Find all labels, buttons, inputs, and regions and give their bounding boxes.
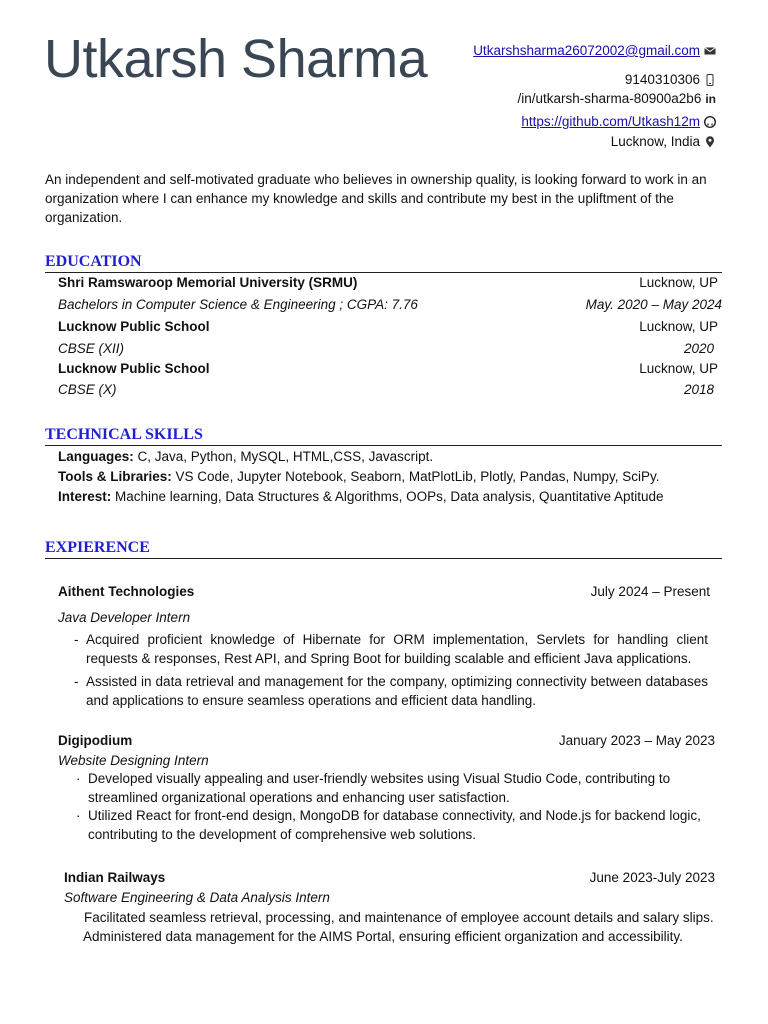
linkedin-handle[interactable]: /in/utkarsh-sharma-80900a2b6	[517, 91, 702, 106]
experience-line: Facilitated seamless retrieval, processing, and maintenance of employee account details and salary slips.	[84, 910, 714, 925]
experience-line: Administered data management for the AIMS Portal, ensuring efficient organization and accessibility.	[83, 929, 683, 944]
degree-text: CBSE (XII)	[58, 341, 125, 356]
skills-heading: TECHNICAL SKILLS	[45, 426, 722, 446]
dot-marker: ·	[76, 771, 81, 786]
bullet-text: Utilized React for front-end design, MongoDB for database connectivity, and Node.js for backend logic, contributing to the development of comprehensive web solutions.	[88, 808, 701, 842]
company-name: Digipodium	[58, 733, 133, 748]
education-item-detail	[58, 341, 718, 356]
github-link[interactable]: https://github.com/Utkash12m	[521, 114, 700, 129]
school-name: Lucknow Public School	[58, 319, 210, 334]
contact-location-row	[611, 134, 716, 149]
phone-number: 9140310306	[624, 72, 700, 87]
education-date: 2018	[683, 382, 714, 397]
resume-name: Utkarsh Sharma	[44, 29, 428, 89]
role-title: Java Developer Intern	[58, 610, 191, 625]
experience-item	[64, 870, 715, 885]
school-name: Lucknow Public School	[58, 361, 210, 376]
experience-item	[58, 733, 715, 748]
skill-value: C, Java, Python, MySQL, HTML,CSS, Javascript.	[133, 449, 434, 464]
education-item-detail	[58, 382, 718, 397]
school-location: Lucknow, UP	[639, 275, 718, 290]
experience-bullet	[74, 630, 708, 668]
contact-github-row	[521, 114, 716, 129]
bullet-text: Developed visually appealing and user-friendly websites using Visual Studio Code, contributing to streamlined organizational operations and enhancing user satisfaction.	[88, 771, 671, 805]
contact-phone-row	[625, 72, 716, 87]
education-item-detail	[58, 297, 722, 312]
skill-line	[58, 469, 720, 484]
role-title: Website Designing Intern	[58, 753, 209, 768]
skill-line	[58, 449, 720, 464]
dot-marker: ·	[76, 808, 81, 823]
skill-value: VS Code, Jupyter Notebook, Seaborn, MatPlotLib, Plotly, Pandas, Numpy, SciPy.	[171, 469, 660, 484]
contact-linkedin-row	[517, 91, 716, 106]
bullet-text: Assisted in data retrieval and management for the company, optimizing connectivity between databases and applications to ensure seamless operations and efficient data handling.	[86, 674, 708, 708]
degree-text: CBSE (X)	[58, 382, 117, 397]
dash-marker: -	[74, 674, 79, 689]
education-date: May. 2020 – May 2024	[585, 297, 722, 312]
skill-label: Languages:	[58, 449, 134, 464]
skill-value: Machine learning, Data Structures & Algorithms, OOPs, Data analysis, Quantitative Aptitude	[111, 489, 664, 504]
school-location: Lucknow, UP	[639, 319, 718, 334]
experience-item	[58, 584, 710, 599]
contact-email-row	[473, 43, 716, 58]
experience-bullet	[74, 672, 708, 710]
experience-date: June 2023-July 2023	[589, 870, 715, 885]
envelope-icon	[704, 45, 716, 57]
dash-marker: -	[74, 632, 79, 647]
experience-heading: EXPIERENCE	[45, 539, 722, 559]
email-link[interactable]: Utkarshsharma26072002@gmail.com	[473, 43, 700, 58]
experience-bullet	[76, 806, 702, 844]
experience-date: January 2023 – May 2023	[558, 733, 715, 748]
school-name: Shri Ramswaroop Memorial University (SRMU)	[58, 275, 358, 290]
company-name: Indian Railways	[64, 870, 166, 885]
school-location: Lucknow, UP	[639, 361, 718, 376]
role-title: Software Engineering & Data Analysis Intern	[64, 890, 330, 905]
education-item	[58, 275, 718, 290]
education-heading: EDUCATION	[45, 253, 722, 273]
location-text: Lucknow, India	[610, 134, 700, 149]
education-item	[58, 319, 718, 334]
skill-label: Interest:	[58, 489, 112, 504]
bullet-text: Acquired proficient knowledge of Hibernate for ORM implementation, Servlets for handling client requests & responses, Rest API, and Spring Boot for building scalable and efficient Java applications.	[86, 632, 708, 666]
skill-label: Tools & Libraries:	[58, 469, 172, 484]
education-item	[58, 361, 718, 376]
experience-date: July 2024 – Present	[590, 584, 710, 599]
education-date: 2020	[683, 341, 714, 356]
company-name: Aithent Technologies	[58, 584, 195, 599]
skill-line	[58, 489, 720, 504]
degree-text: Bachelors in Computer Science & Engineering ; CGPA: 7.76	[58, 297, 418, 312]
experience-bullet	[76, 769, 702, 807]
github-icon	[704, 116, 716, 128]
phone-icon	[704, 74, 716, 86]
location-pin-icon	[704, 136, 716, 148]
summary-text: An independent and self-motivated graduate who believes in ownership quality, is looking forward to work in an organization where I can enhance my knowledge and skills and contribute my best in the upliftment of the organization.	[45, 172, 707, 225]
linkedin-icon: in	[705, 91, 716, 106]
